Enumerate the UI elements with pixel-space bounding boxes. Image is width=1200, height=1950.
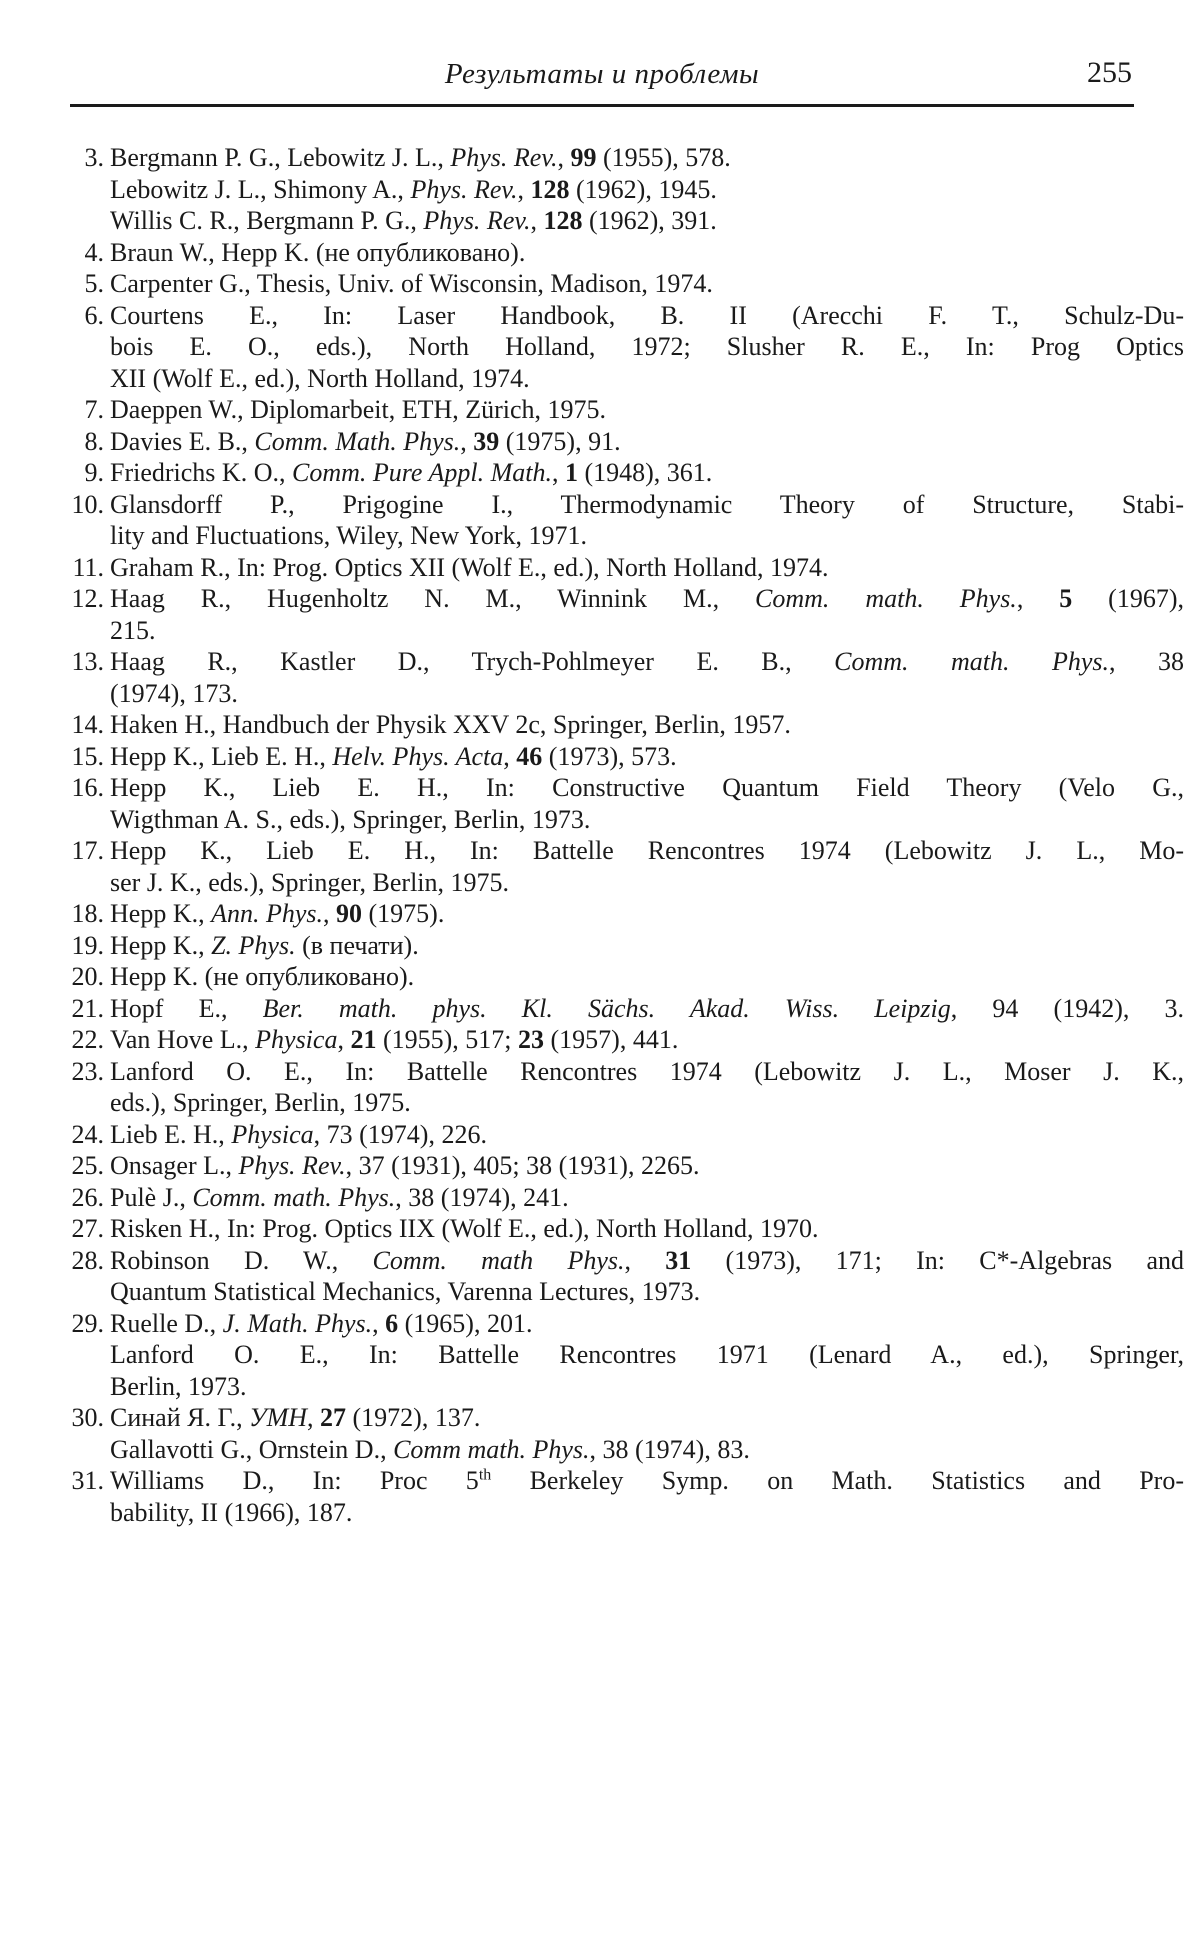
volume-number: 128 <box>543 206 583 235</box>
reference-number: 23. <box>71 1056 104 1086</box>
citation-text: Courtens E., In: Laser Handbook, B. II (Arecchi F. T., Schulz-Du- <box>110 300 1184 330</box>
running-title: Результаты и проблемы <box>444 58 760 90</box>
reference-number: 20. <box>71 962 104 991</box>
citation-text: (1973), 573. <box>542 741 677 771</box>
reference-number: 27. <box>71 1214 104 1243</box>
reference-number: 22. <box>71 1025 104 1054</box>
citation-text: bois E. O., eds.), North Holland, 1972; Slusher R. E., In: Prog Optics <box>110 332 1184 361</box>
reference-line <box>58 363 1138 395</box>
reference-line <box>58 867 1138 899</box>
reference-number: 30. <box>71 1403 104 1432</box>
citation-text: (1962), 1945. <box>569 174 717 204</box>
reference-line <box>58 1308 1138 1340</box>
citation-text: Braun W., Hepp K. (не опубликовано). <box>110 237 526 267</box>
citation-text: Van Hove L., <box>110 1025 256 1054</box>
reference-line <box>58 646 1185 678</box>
reference-text <box>110 772 1184 804</box>
reference-text <box>110 552 829 584</box>
reference-number: 15. <box>71 741 104 771</box>
reference-line <box>58 709 1138 741</box>
citation-text: (1974), 173. <box>110 678 238 708</box>
reference-line <box>58 1371 1138 1403</box>
reference-text <box>110 930 419 962</box>
reference-line <box>58 142 1138 174</box>
reference-number: 3. <box>84 143 104 172</box>
reference-line <box>58 1245 1184 1277</box>
citation-text: lity and Fluctuations, Wiley, New York, 1971. <box>110 521 588 550</box>
reference-number: 24. <box>71 1119 104 1149</box>
journal-title: Comm. math. Phys. <box>834 647 1110 676</box>
citation-text: Hepp K. (не опубликовано). <box>110 962 415 991</box>
reference-line <box>58 583 1184 615</box>
reference-text <box>110 394 606 426</box>
citation-text: (1965), 201. <box>398 1308 533 1338</box>
reference-number: 14. <box>71 710 104 739</box>
reference-text <box>110 583 1184 615</box>
journal-title: Phys. Rev. <box>410 174 518 204</box>
reference-text <box>110 1497 352 1529</box>
citation-text: bability, II (1966), 187. <box>110 1497 353 1527</box>
reference-line <box>58 237 1138 269</box>
journal-title: Physica <box>255 1025 338 1054</box>
reference-line <box>58 268 1138 300</box>
reference-text <box>110 1245 1184 1277</box>
reference-text <box>110 1276 700 1308</box>
reference-line <box>58 1465 1185 1497</box>
citation-text: (1955), 578. <box>596 143 731 172</box>
reference-text <box>110 520 587 552</box>
reference-text <box>110 174 717 206</box>
reference-line <box>58 1119 1138 1151</box>
citation-text: , 94 (1942), 3. <box>950 993 1184 1023</box>
citation-text: Berkeley Symp. on Math. Statistics and Pro- <box>491 1466 1185 1495</box>
citation-text: , 73 (1974), 226. <box>313 1119 487 1149</box>
journal-title: Comm. Pure Appl. Math. <box>291 458 552 487</box>
journal-title: Comm. math Phys. <box>372 1245 625 1275</box>
reference-number: 16. <box>71 773 104 802</box>
reference-text <box>110 1182 569 1214</box>
journal-title: Comm. Math. Phys. <box>254 426 461 456</box>
reference-text <box>110 331 1184 363</box>
citation-text: Risken H., In: Prog. Optics IIX (Wolf E., ed.), North Holland, 1970. <box>110 1214 819 1243</box>
citation-text: Friedrichs K. O., <box>110 458 292 487</box>
citation-text: Lieb E. H., <box>110 1119 232 1149</box>
citation-text: , <box>551 458 565 487</box>
reference-line <box>58 1056 1184 1088</box>
volume-number: 5 <box>1059 584 1073 613</box>
reference-text <box>110 1339 1184 1371</box>
reference-line <box>58 1213 1138 1245</box>
citation-text: Davies E. B., <box>110 426 255 456</box>
volume-number: 21 <box>350 1025 377 1054</box>
reference-text <box>110 993 1184 1025</box>
reference-text <box>110 489 1184 521</box>
reference-line <box>58 457 1138 489</box>
reference-number: 12. <box>71 584 104 613</box>
journal-title: Phys. Rev. <box>450 143 558 172</box>
citation-text: (1948), 361. <box>577 458 713 487</box>
reference-line <box>58 1434 1138 1466</box>
reference-number: 29. <box>71 1308 104 1338</box>
reference-number: 26. <box>71 1182 104 1212</box>
reference-text <box>110 898 444 930</box>
reference-number: 18. <box>71 899 104 928</box>
citation-text: , <box>1016 584 1060 613</box>
reference-line <box>58 300 1184 332</box>
journal-title: Comm. math. Phys. <box>755 584 1017 613</box>
citation-text: Willis C. R., Bergmann P. G., <box>110 206 424 235</box>
citation-text: Haag R., Kastler D., Trych-Pohlmeyer E. B., <box>110 647 835 676</box>
citation-text: Hepp K., Lieb E. H., In: Constructive Quantum Field Theory (Velo G., <box>110 773 1184 802</box>
citation-text: , <box>517 174 531 204</box>
reference-line <box>58 678 1138 710</box>
reference-line <box>58 1087 1138 1119</box>
reference-text <box>110 1308 532 1340</box>
citation-text: , <box>624 1245 666 1275</box>
reference-text <box>110 1465 1184 1497</box>
reference-line <box>58 615 1138 647</box>
citation-text: Carpenter G., Thesis, Univ. of Wisconsin, Madison, 1974. <box>110 269 713 298</box>
volume-number: 1 <box>564 458 578 487</box>
reference-line <box>58 1339 1184 1371</box>
citation-text: Haag R., Hugenholtz N. M., Winnink M., <box>110 584 756 613</box>
journal-title: Helv. Phys. Acta <box>332 741 504 771</box>
reference-number: 8. <box>84 426 104 456</box>
reference-line <box>58 993 1184 1025</box>
reference-line <box>58 961 1138 993</box>
citation-text: , <box>323 899 337 928</box>
reference-text <box>110 1087 411 1119</box>
citation-text: Quantum Statistical Mechanics, Varenna Lectures, 1973. <box>110 1277 701 1306</box>
reference-text <box>110 615 156 647</box>
reference-line <box>58 835 1184 867</box>
reference-number: 6. <box>84 300 104 330</box>
reference-line <box>58 552 1138 584</box>
reference-number: 21. <box>71 993 104 1023</box>
citation-text: XII (Wolf E., ed.), North Holland, 1974. <box>110 363 530 393</box>
citation-text: Bergmann P. G., Lebowitz J. L., <box>110 143 451 172</box>
citation-text: Williams D., In: Proc 5 <box>110 1466 479 1495</box>
reference-text <box>110 1056 1184 1088</box>
reference-text <box>110 1402 480 1434</box>
reference-text <box>110 867 509 899</box>
citation-text: Lanford O. E., In: Battelle Rencontres 1971 (Lenard A., ed.), Springer, <box>110 1340 1184 1369</box>
reference-text <box>110 804 590 836</box>
reference-number: 28. <box>71 1245 104 1275</box>
citation-text: Hopf E., <box>110 993 263 1023</box>
reference-line <box>58 394 1138 426</box>
volume-number: 23 <box>518 1025 544 1054</box>
reference-text <box>110 300 1184 332</box>
citation-text: Синай Я. Г., <box>110 1403 250 1432</box>
journal-title: Comm math. Phys. <box>393 1434 590 1464</box>
page-number: 255 <box>1087 56 1132 89</box>
reference-number: 17. <box>71 836 104 865</box>
reference-text <box>110 205 717 237</box>
reference-text <box>110 268 713 300</box>
citation-text: , <box>557 143 571 172</box>
reference-number: 4. <box>84 237 104 267</box>
citation-text: (1973), 171; In: C*-Algebras and <box>691 1245 1184 1275</box>
volume-number: 27 <box>320 1403 347 1432</box>
citation-text: (1957), 441. <box>544 1025 679 1054</box>
citation-text: , 38 (1974), 83. <box>589 1434 750 1464</box>
reference-text <box>110 709 791 741</box>
citation-text: , 38 <box>1109 647 1185 676</box>
reference-text <box>110 457 712 489</box>
reference-line <box>58 1182 1138 1214</box>
citation-text: Gallavotti G., Ornstein D., <box>110 1434 394 1464</box>
citation-text: Onsager L., <box>110 1151 239 1180</box>
journal-title: Physica <box>231 1119 314 1149</box>
reference-line <box>58 1402 1138 1434</box>
reference-line <box>58 520 1138 552</box>
reference-line <box>58 1024 1138 1056</box>
journal-title: Z. Phys. <box>211 930 296 960</box>
reference-number: 11. <box>72 552 104 582</box>
citation-text: Lebowitz J. L., Shimony A., <box>110 174 411 204</box>
citation-text: , <box>307 1403 321 1432</box>
citation-text: (1962), 391. <box>582 206 717 235</box>
citation-text: , 37 (1931), 405; 38 (1931), 2265. <box>345 1151 700 1180</box>
citation-text: Hepp K., Lieb E. H., In: Battelle Rencontres 1974 (Lebowitz J. L., Mo- <box>110 836 1184 865</box>
reference-text <box>110 961 414 993</box>
journal-title: Phys. Rev. <box>423 206 531 235</box>
citation-text: (1975). <box>362 899 445 928</box>
reference-text <box>110 646 1184 678</box>
reference-text <box>110 741 677 773</box>
reference-text <box>110 142 731 174</box>
reference-number: 19. <box>71 930 104 960</box>
reference-line <box>58 174 1138 206</box>
citation-text: Lanford O. E., In: Battelle Rencontres 1974 (Lebowitz J. L., Moser J. K., <box>110 1056 1184 1086</box>
citation-text: (в печати). <box>295 930 419 960</box>
reference-line <box>58 1276 1138 1308</box>
volume-number: 46 <box>516 741 543 771</box>
page-header <box>70 54 1134 107</box>
reference-text <box>110 1150 699 1182</box>
citation-text: , <box>503 741 517 771</box>
reference-text <box>110 1024 678 1056</box>
journal-title: УМН <box>249 1403 308 1432</box>
citation-text: (1975), 91. <box>499 426 621 456</box>
reference-text <box>110 1119 487 1151</box>
journal-title: Ber. math. phys. Kl. Sächs. Akad. Wiss. Leipzig <box>262 993 951 1023</box>
volume-number: 128 <box>530 174 570 204</box>
reference-text <box>110 1213 818 1245</box>
volume-number: 99 <box>570 143 597 172</box>
citation-text: (1972), 137. <box>346 1403 481 1432</box>
reference-text <box>110 678 238 710</box>
reference-number: 10. <box>71 489 104 519</box>
citation-text: Hepp K., Lieb E. H., <box>110 741 333 771</box>
reference-line <box>58 489 1184 521</box>
citation-text: Pulè J., <box>110 1182 193 1212</box>
reference-text <box>110 237 525 269</box>
reference-text <box>110 1371 247 1403</box>
citation-text: , <box>460 426 474 456</box>
citation-text: Graham R., In: Prog. Optics XII (Wolf E., ed.), North Holland, 1974. <box>110 552 829 582</box>
reference-number: 7. <box>84 395 104 424</box>
citation-text: Ruelle D., <box>110 1308 223 1338</box>
reference-line <box>58 331 1184 363</box>
reference-line <box>58 804 1138 836</box>
reference-text <box>110 363 530 395</box>
journal-title: Comm. math. Phys. <box>192 1182 396 1212</box>
citation-text: Daeppen W., Diplomarbeit, ETH, Zürich, 1975. <box>110 395 607 424</box>
reference-line <box>58 1150 1138 1182</box>
reference-line <box>58 930 1138 962</box>
reference-number: 5. <box>84 269 104 298</box>
citation-text: ser J. K., eds.), Springer, Berlin, 1975. <box>110 867 510 897</box>
volume-number: 31 <box>665 1245 692 1275</box>
superscript: th <box>478 1466 492 1484</box>
reference-text <box>110 426 621 458</box>
citation-text: Hepp K., <box>110 930 212 960</box>
reference-list <box>58 142 1185 1528</box>
citation-text: Wigthman A. S., eds.), Springer, Berlin, 1973. <box>110 804 591 834</box>
citation-text: , <box>337 1025 351 1054</box>
reference-line <box>58 772 1184 804</box>
volume-number: 6 <box>385 1308 399 1338</box>
reference-number: 13. <box>71 647 104 676</box>
reference-text <box>110 835 1184 867</box>
citation-text: , 38 (1974), 241. <box>395 1182 569 1212</box>
reference-text <box>110 1434 750 1466</box>
citation-text: eds.), Springer, Berlin, 1975. <box>110 1088 411 1117</box>
citation-text: Hepp K., <box>110 899 212 928</box>
citation-text: Robinson D. W., <box>110 1245 373 1275</box>
reference-number: 9. <box>84 458 104 487</box>
reference-number: 31. <box>71 1466 104 1495</box>
reference-line <box>58 741 1138 773</box>
journal-title: Ann. Phys. <box>211 899 324 928</box>
journal-title: Phys. Rev. <box>238 1151 346 1180</box>
journal-title: J. Math. Phys. <box>222 1308 373 1338</box>
reference-line <box>58 898 1138 930</box>
reference-line <box>58 426 1138 458</box>
volume-number: 39 <box>473 426 500 456</box>
citation-text: 215. <box>110 615 156 645</box>
volume-number: 90 <box>336 899 363 928</box>
reference-number: 25. <box>71 1151 104 1180</box>
citation-text: (1967), <box>1072 584 1184 613</box>
citation-text: Berlin, 1973. <box>110 1371 247 1401</box>
reference-line <box>58 205 1138 237</box>
citation-text: , <box>530 206 544 235</box>
citation-text: Glansdorff P., Prigogine I., Thermodynamic Theory of Structure, Stabi- <box>110 489 1184 519</box>
citation-text: , <box>372 1308 386 1338</box>
citation-text: (1955), 517; <box>376 1025 518 1054</box>
citation-text: Haken H., Handbuch der Physik XXV 2c, Springer, Berlin, 1957. <box>110 710 791 739</box>
reference-line <box>58 1497 1138 1529</box>
